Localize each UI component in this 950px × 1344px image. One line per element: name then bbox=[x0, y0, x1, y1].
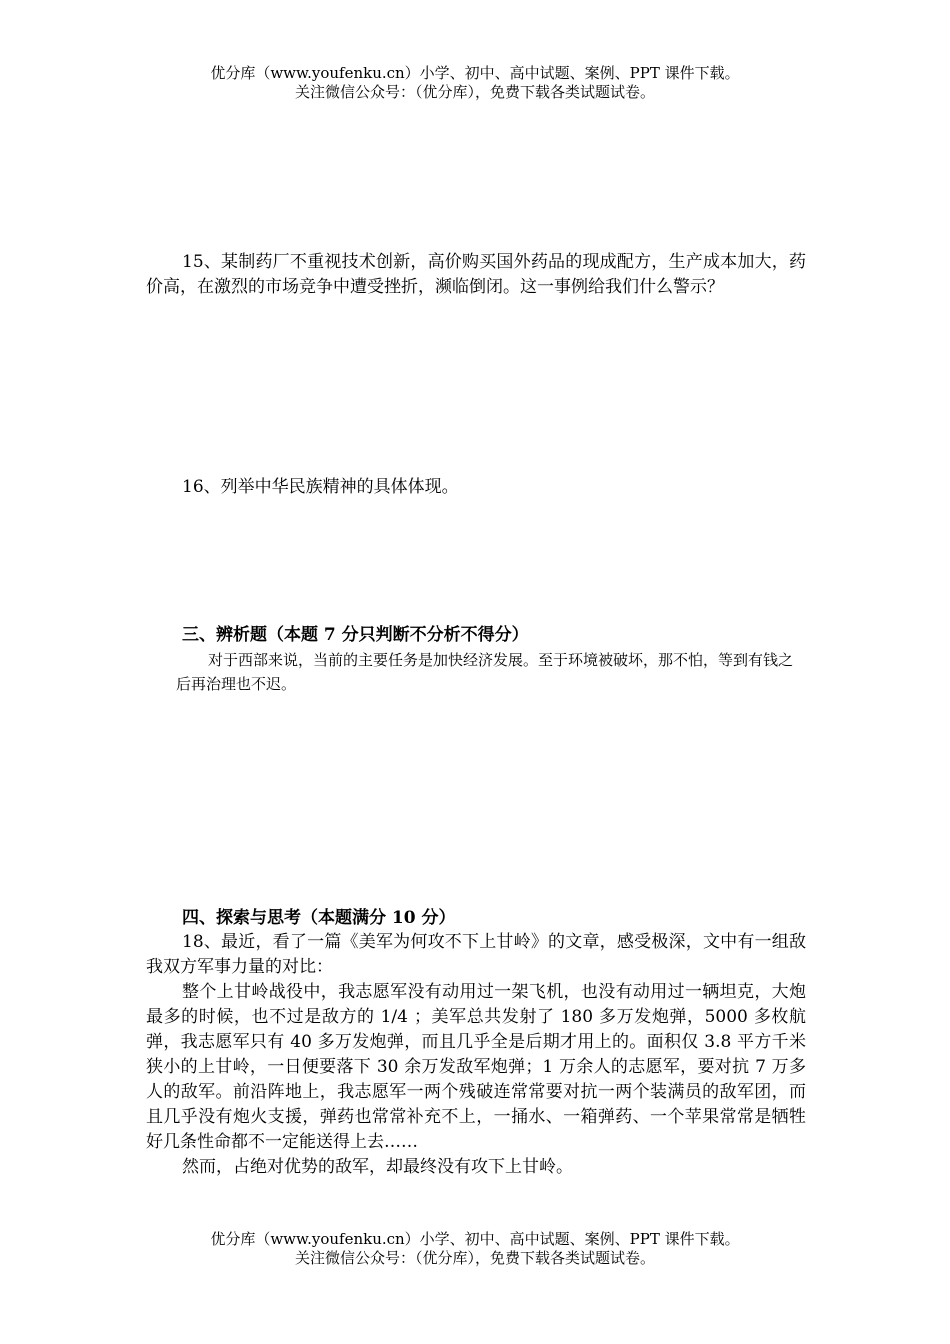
footer-line-2: 关注微信公众号：（优分库），免费下载各类试题试卷。 bbox=[294, 1249, 655, 1267]
page-footer bbox=[0, 1230, 950, 1268]
section-3-title: 三、辨析题（本题 7 分只判断不分析不得分） bbox=[182, 625, 529, 645]
section-4-title: 四、探索与思考（本题满分 10 分） bbox=[182, 908, 456, 928]
footer-line-1: 优分库（www.youfenku.cn）小学、初中、高中试题、案例、PPT 课件下载。 bbox=[210, 1230, 740, 1248]
header-line-1: 优分库（www.youfenku.cn）小学、初中、高中试题、案例、PPT 课件下载。 bbox=[210, 64, 740, 82]
question-16: 16、列举中华民族精神的具体体现。 bbox=[182, 477, 459, 497]
page-header bbox=[0, 64, 950, 102]
question-15: 15、某制药厂不重视技术创新，高价购买国外药品的现成配方，生产成本加大，药价高，在激烈的市场竞争中遭受挫折，濒临倒闭。这一事例给我们什么警示？ bbox=[146, 252, 806, 297]
section-3-statement: 对于西部来说，当前的主要任务是加快经济发展。至于环境被破坏，那不怕，等到有钱之后再治理也不迟。 bbox=[176, 651, 794, 693]
question-18-intro: 18、最近，看了一篇《美军为何攻不下上甘岭》的文章，感受极深，文中有一组敌我双方军事力量的对比： bbox=[146, 932, 806, 977]
question-18-material: 整个上甘岭战役中，我志愿军没有动用过一架飞机，也没有动用过一辆坦克，大炮最多的时候，也不过是敌方的 1/4 ；美军总共发射了 180 多万发炮弹，5000 多枚航弹，我志愿军只有 40 多万发炮弹，而且几乎全是后期才用上的。面积仅 3.8 平方千米狭小的上甘岭，一日便要落下 30 余万发敌军炮弹；1 万余人的志愿军，要对抗 7 万多人的敌军。前沿阵地上，我志愿军一两个残破连常常要对抗一两个装满员的敌军团，而且几乎没有炮火支援，弹药也常常补充不上，一捅水、一箱弹药、一个苹果常常是牺牲好几条性命都不一定能送得上去…… bbox=[146, 982, 806, 1152]
question-18-conclusion: 然而，占绝对优势的敌军，却最终没有攻下上甘岭。 bbox=[182, 1157, 573, 1177]
header-line-2: 关注微信公众号：（优分库），免费下载各类试题试卷。 bbox=[294, 83, 655, 101]
